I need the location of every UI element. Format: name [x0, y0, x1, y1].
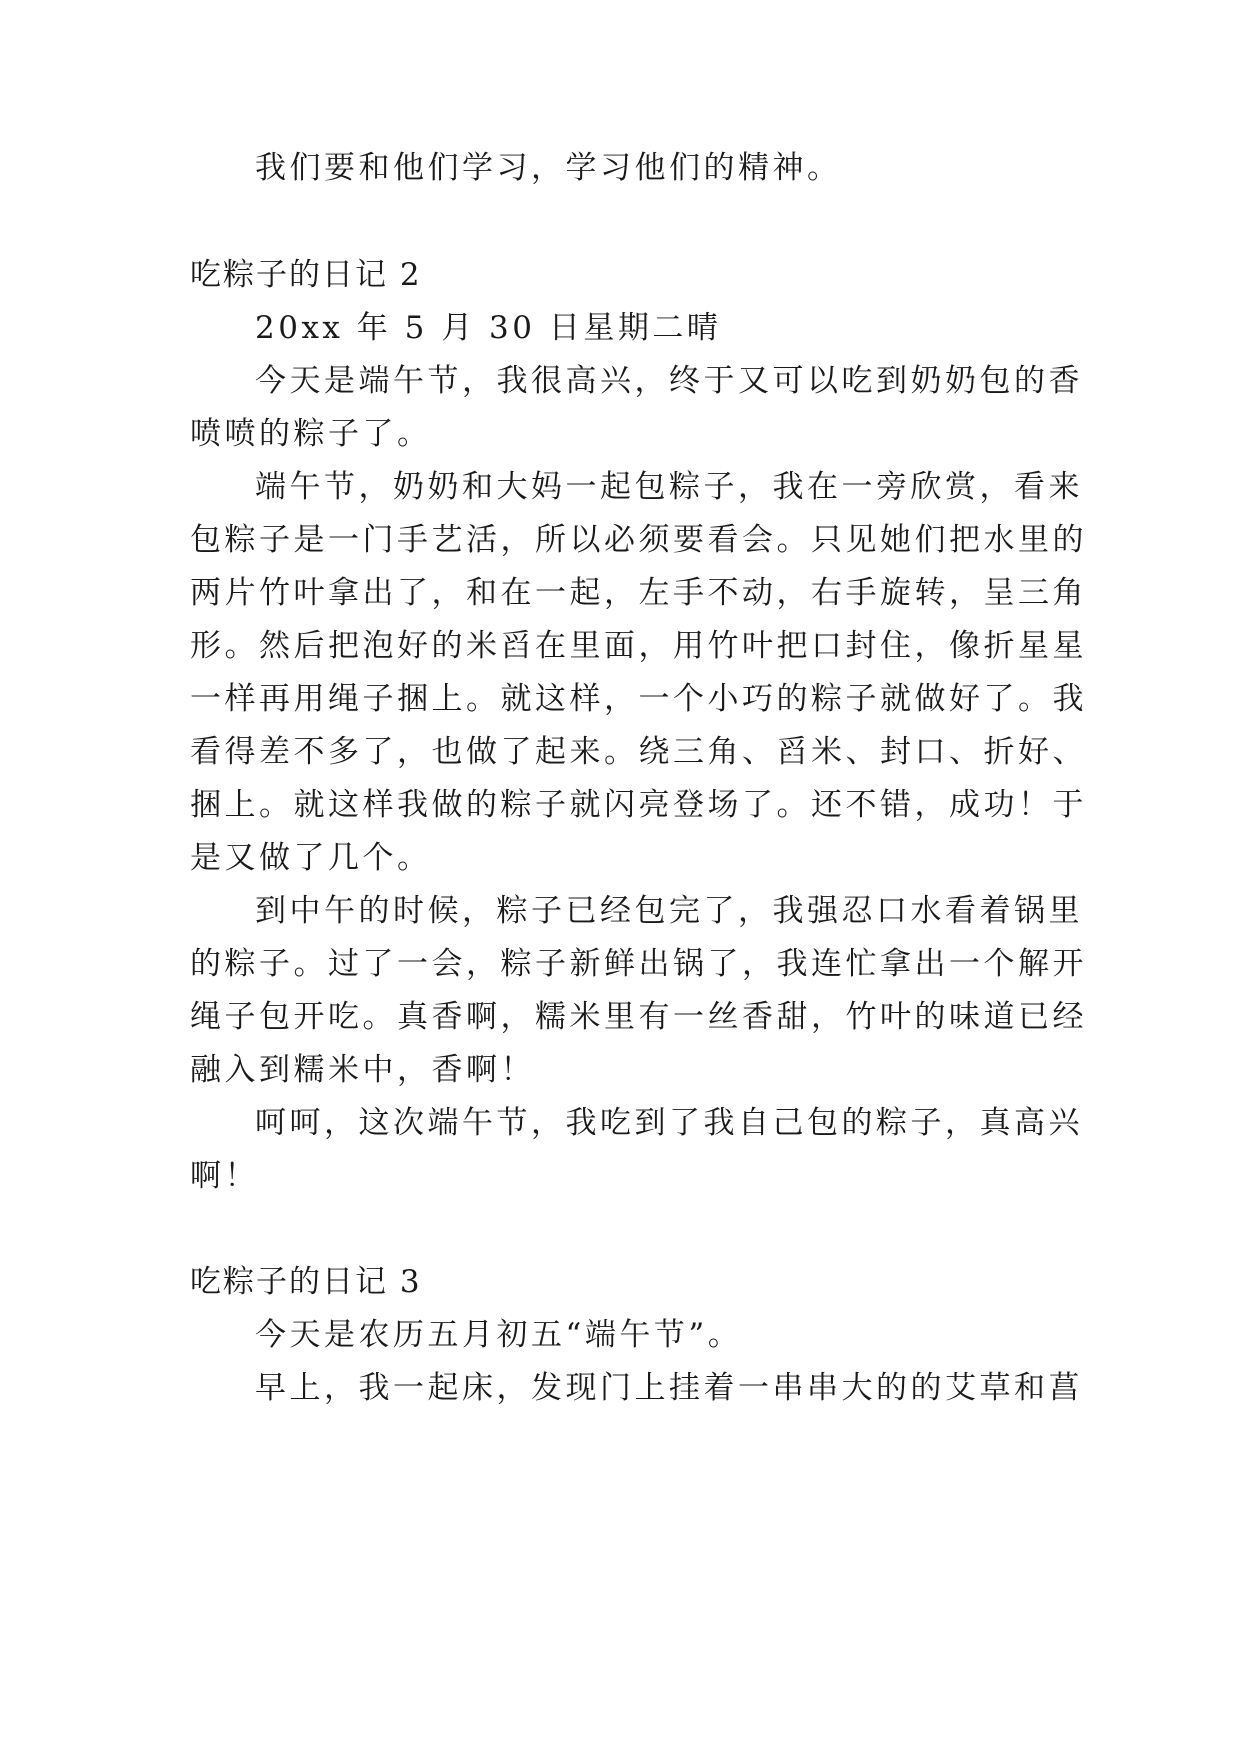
section-2-paragraph-2-line-6: 看得差不多了，也做了起来。绕三角、舀米、封口、折好、 [190, 734, 1087, 770]
section-3-paragraph-2-line-1: 早上，我一起床，发现门上挂着一串串大的的艾草和菖 [255, 1370, 1083, 1406]
section-2-paragraph-4-line-2: 啊！ [190, 1158, 259, 1194]
section-2-paragraph-4-line-1: 呵呵，这次端午节，我吃到了我自己包的粽子，真高兴 [255, 1105, 1083, 1141]
section-2-paragraph-3-line-4: 融入到糯米中，香啊！ [190, 1052, 535, 1088]
section-2-title: 吃粽子的日记 2 [190, 257, 422, 293]
section-2-date-line: 20xx 年 5 月 30 日星期二晴 [255, 310, 722, 346]
section-2-paragraph-2-line-8: 是又做了几个。 [190, 840, 432, 876]
section-2-paragraph-3-line-1: 到中午的时候，粽子已经包完了，我强忍口水看着锅里 [255, 893, 1083, 929]
section-2-paragraph-2-line-3: 两片竹叶拿出了，和在一起，左手不动，右手旋转，呈三角 [190, 575, 1087, 611]
section-2-paragraph-3-line-2: 的粽子。过了一会，粽子新鲜出锅了，我连忙拿出一个解开 [190, 946, 1087, 982]
section-2-paragraph-2-line-7: 捆上。就这样我做的粽子就闪亮登场了。还不错，成功！于 [190, 787, 1087, 823]
section-3-title: 吃粽子的日记 3 [190, 1264, 422, 1300]
section-2-paragraph-2-line-4: 形。然后把泡好的米舀在里面，用竹叶把口封住，像折星星 [190, 628, 1087, 664]
section-2-paragraph-1-line-1: 今天是端午节，我很高兴，终于又可以吃到奶奶包的香 [255, 363, 1083, 399]
section-2-paragraph-2-line-1: 端午节，奶奶和大妈一起包粽子，我在一旁欣赏，看来 [255, 469, 1083, 505]
section-2-paragraph-2-line-5: 一样再用绳子捆上。就这样，一个小巧的粽子就做好了。我 [190, 681, 1087, 717]
intro-line: 我们要和他们学习，学习他们的精神。 [255, 150, 842, 186]
section-2-paragraph-2-line-2: 包粽子是一门手艺活，所以必须要看会。只见她们把水里的 [190, 522, 1087, 558]
section-2-paragraph-1-line-2: 喷喷的粽子了。 [190, 416, 432, 452]
section-3-paragraph-1-line-1: 今天是农历五月初五“端午节”。 [255, 1317, 743, 1353]
section-2-paragraph-3-line-3: 绳子包开吃。真香啊，糯米里有一丝香甜，竹叶的味道已经 [190, 999, 1087, 1035]
